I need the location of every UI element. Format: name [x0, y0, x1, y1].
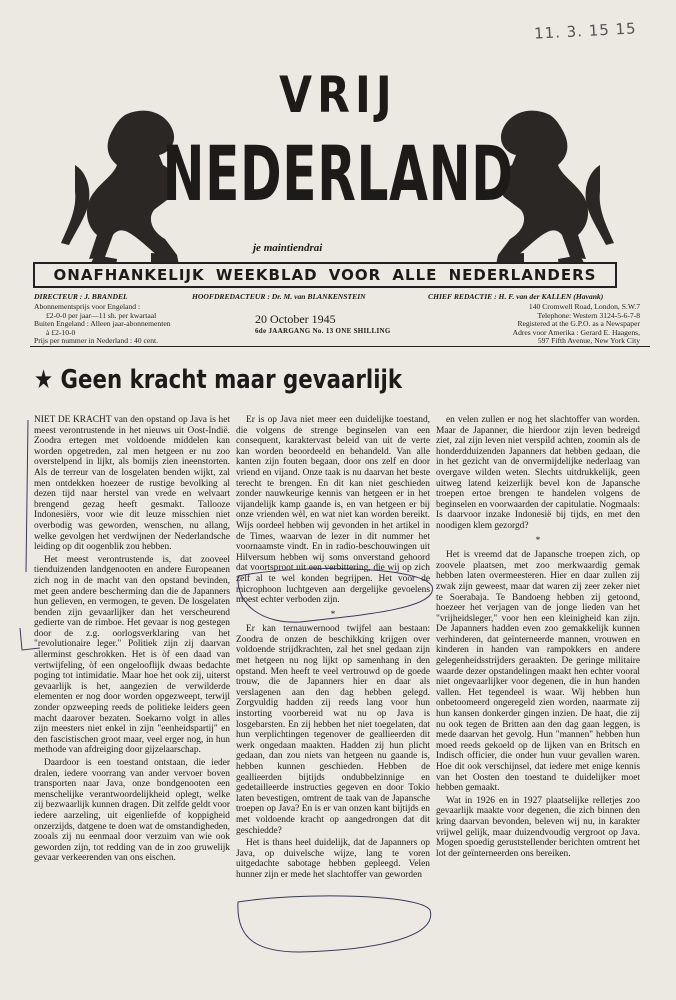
column-2-separator: *	[330, 609, 336, 620]
imprint-hoofdredacteur: HOOFDREDACTEUR : Dr. M. van BLANKENSTEIN	[192, 292, 366, 301]
article-column-2	[236, 415, 430, 980]
article-headline: ★ Geen kracht maar gevaarlijk	[34, 365, 403, 395]
masthead-vrij: VRIJ	[279, 66, 397, 124]
column-3-paragraph: Het is vreemd dat de Japansche troepen zich, op zoovele plaatsen, met zoo merkwaardig gemak hebben laten overmeesteren. Hier en daar zullen zij zwak zijn geweest, maar dat waren zij zeer zeker niet te Soerabaja. Te Bandoeng hebben zij getoond, hoezeer het verjagen van de jonge lieden van het "vrijheidsleger," voor hen een kleinigheid kan zijn. De Japanners hadden even zoo gemakkelijk kunnen verhinderen, dat geïnterneerde mannen, vrouwen en kinderen in handen van rampokkers en andere gelegenheidsstrijders geraakten. De geringe militaire waarde dezer opstandelingen maakt hen echter vooral niet ongevaarlijker voor degenen, die in hun handen vallen. Het tegendeel is waar. Wij hebben hun onbetoomeerd ongeregeld zien worden, naarmate zij hun kansen donkerder gingen inzien. De haat, die zij nu ook tegen de Britten aan den dag gaan leggen, is mede daarvan het gevolg. Hun "mannen" hebben hun moed reeds gekoeld op de lijken van en Britsch en Indisch officier, die onder hun vuur gevallen waren. Hoe dit ook verschijnsel, dat iedere met enige kennis van het Oosten den toestand te duidelijker moet hebben gemaakt.	[436, 550, 640, 794]
handwritten-archive-note: 11. 3. 15 15	[533, 19, 638, 43]
issue-date: 20 October 1945	[255, 312, 336, 326]
star-bullet-icon: ★	[34, 365, 61, 395]
column-1-paragraph: NIET DE KRACHT van den opstand op Java is het meest verontrustende in het nieuws uit Oost-Indië. Zoodra ertegen met voldoende middelen kan worden opgetreden, zal men hetgeen er nu zoo overstelpend in lijkt, als bomijs zien ineenstorten. Als de terreur van de losgelaten benden wijkt, zal men ontdekken hoezeer de rustige bevolking al dezen tijd naar herstel van vrede en welvaart brengend gezag heeft gesmakt. Tallooze Indonesiërs, voor wie dit leuze misschien niet overbodig was geworden, wenschen, nu allang, welke gevolgen het verdwijnen der Nederlandsche leiding op dit oogenblik zou hebben.	[34, 415, 230, 553]
column-3-paragraph: Wat in 1926 en in 1927 plaatselijke relletjes zoo gevaarlijk maakte voor degenen, die zich binnen den kring daarvan bevonden, beleven wij nu, in karakter vrijwel gelijk, maar duizendvoudig vergroot op Java. Mogen spoedig geruststellender berichten omtrent het lot der geïnterneerden ons bereiken.	[436, 795, 640, 859]
masthead-nederland: NEDERLAND	[162, 129, 514, 218]
column-1-paragraph: Het meest verontrustende is, dat zooveel tienduizenden landgenooten en andere Europeanen zich nog in de macht van den opstand bevinden, met geen andere bescherming dan die de Japanners hun gelieven, en vermogen, te geven. De losgelaten benden zijn gevaarlijker dan het verscheurend gedierte van de rimboe. Het gevaar is nog gestegen door de z.g. oorlogsverklaring van het "revolutionaire leger." Politiek zijn zij daarvan allerminst geschrokken. Het is òf een daad van vertwijfeling, òf een ongelooflijk dwaas bedachte poging tot intimidatie. Maar hoe het ook zij, uiterst gevaarlijk is het, aangezien de verwilderde elementen er nog door worden opgezweept, terwijl zonder opzweeping reeds de politieke leiders geen macht daarover bezaten. Soekarno volgt in alles zijn meesters niet enkel in zijn "eenheidspartij" en den fascistischen groot maar, veel erger nog, in hun methode van afdreiging door gijzelaarschap.	[34, 554, 230, 756]
imprint-address-info: 140 Cromwell Road, London, S.W.7 Telephone: Western 3124-5-6-7-8 Registered at the G.P.O. as a Newspaper Adres voor Amerika : Gerard E. Haagens, 597 Fifth Avenue, New York City	[512, 302, 640, 346]
imprint-directeur: DIRECTEUR : J. BRANDEL	[34, 292, 128, 301]
column-2-paragraph: Er is op Java niet meer een duidelijke toestand, die volgens de strenge beginselen van een consequent, karaktervast beleid van uit de verte kan worden beoordeeld en behandeld. Van alle kanten zijn fouten begaan, door ons zelf en door vriend en vijand. Onze taak is nu daarvan het beste terecht te brengen. En dit kan niet geschieden zonder nauwkeurige kennis van hetgeen er in het vijandelijk kamp gaande is, en van hetgeen er bij onze vrienden wèl, en wat niet kan worden bereikt. Wijs oordeel hebben wij gevonden in het artikel in de Times, waarvan de lezer in dit nummer het voornaamste vindt. En in radio-beschouwingen uit Hilversum hebben wij soms onverstand gehoord dat voortsproot uit een verbittering, die wij op zich zelf al te wel konden begrijpen. Het voor de microphoon luchtgeven aan dergelijke gevoelens moest echter verboden zijn.	[236, 415, 430, 606]
masthead-subtitle-banner: ONAFHANKELIJK WEEKBLAD VOOR ALLE NEDERLANDERS	[33, 262, 617, 288]
column-2-paragraph: Er kan ternauwernood twijfel aan bestaan: Zoodra de onzen de beschikking krijgen over voldoende strijdkrachten, zal het snel gedaan zijn met hetgeen nu nog lijkt op samenhang in den opstand. Men heeft te veel vertrouwd op de goede trouw, die de Japanners hier en daar als verslagenen aan den dag hebben gelegd. Zorgvuldig hadden zij reeds lang voor hun instorting voorbereid wat nu op Java is losgebarsten. En zij hebben het niet toegelaten, dat hun verplichtingen tegenover de geallieerden dit werk ongedaan maakten. Hadden zij hun plicht gedaan, dan zou niets van hetgeen nu gaande is, hebben kunnen geschieden. Hebben de geallieerden bijtijds ondubbelzinnige en gedetailleerde instructies gegeven en door Tokio laten bevestigen, omtrent de taak van de Japansche troepen op Java? En is er van onzen kant bijtijds en met voldoende kracht op aangedrongen dat dit geschiedde?	[236, 624, 430, 836]
masthead-motto: je maintiendrai	[253, 242, 323, 254]
margin-line-mark	[26, 420, 28, 572]
column-1-paragraph: Daardoor is een toestand ontstaan, die ieder dralen, iedere voorrang van ander vervoer boven transporten naar Java, onze bondgenooten een menschelijke verantwoordelijkheid oplegt, welke zij bezwaarlijk kunnen dragen. Dit zelfde geldt voor iedere aarzeling, uit eigenliefde of koppigheid onzerzijds, datgene te doen wat de omstandigheden, zooals zij nu eenmaal door verzuim van wie ook geworden zijn, tot redding van de in zoo gruwelijk gevaar verkeerenden van ons eischen.	[34, 758, 230, 864]
article-column-1	[34, 415, 230, 980]
issue-jaargang: 6de JAARGANG No. 13 ONE SHILLING	[255, 327, 391, 335]
imprint-subscription-info: Abonnementsprijs voor Engeland : £2-0-0 per jaar—11 sh. per kwartaal Buiten Engeland : Alleen jaar-abonnementen à £2-10-0 Prijs per nummer in Nederland : 40 cent.	[34, 302, 171, 346]
imprint-chef-redactie: CHIEF REDACTIE : H. F. van der KALLEN (Havank)	[428, 292, 604, 301]
article-column-3	[436, 415, 640, 980]
column-2-paragraph: Het is thans heel duidelijk, dat de Japanners op Java, op duivelsche wijze, lang te voren uitgedachte sabotage hebben gepleegd. Velen hunner zijn er mede het slachtoffer van geworden	[236, 838, 430, 880]
column-3-paragraph: en velen zullen er nog het slachtoffer van worden. Maar de Japanner, die hierdoor zijn leven bedreigd ziet, zal zijn leven niet verspild achten, zoomin als de honderdduizenden Japanners dat hebben gedaan, die in het gezicht van de onvermijdelijke nederlaag van overgave wilden weten. Slechts uitdrukkelijk, geen uitweg latend keizerlijk bevel kon de Japansche troepen ertoe brengen te handelen volgens de beginselen en voorwaarden der capitulatie. Nogmaals: Is daarvoor inzake Indonesië bij tijds, en met den noodigen klem gezorgd?	[436, 415, 640, 531]
header-divider	[30, 346, 650, 347]
column-3-separator: *	[535, 535, 541, 546]
